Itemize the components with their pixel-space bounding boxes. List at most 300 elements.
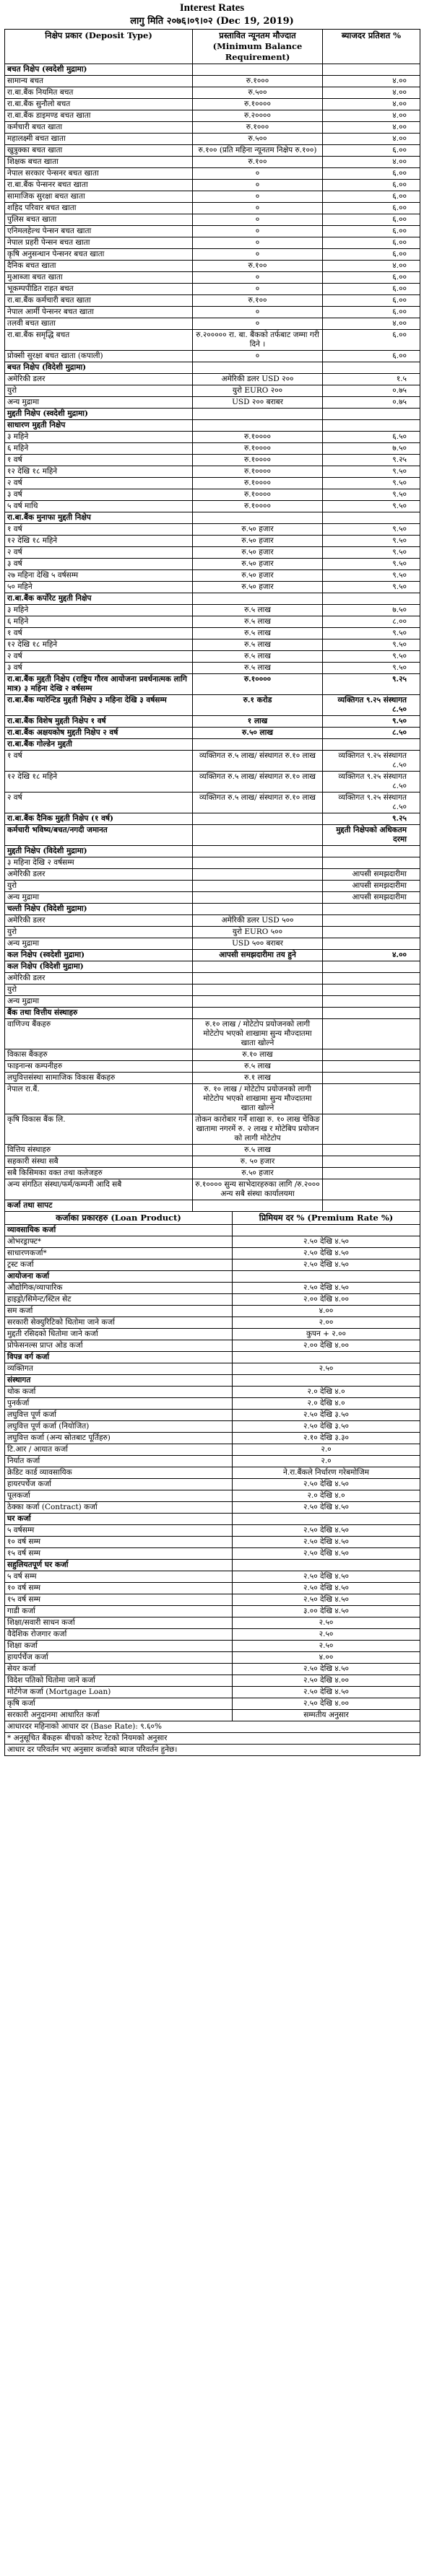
min-balance: ० (193, 226, 323, 237)
deposit-type: रा.बा.बैंक मुद्दती निक्षेप (राष्ट्रिय गौरव आयोजना प्रवर्धनात्मक लागि मात्र) ३ महिना देखि २ वर्षसम्म (5, 674, 193, 695)
interest-rate: व्यक्तिगत ९.२५ संस्थागत ८.५० (323, 695, 420, 716)
premium-rate: सम्मतीय अनुसार (233, 1710, 420, 1721)
deposit-type: कृषि अनुसन्धान पेन्सनर बचत खाता (5, 249, 193, 261)
loan-section-row (5, 1375, 420, 1387)
deposit-row (5, 330, 420, 351)
interest-rate: ९.५० (323, 536, 420, 547)
interest-rate: ९.५० (323, 466, 420, 478)
min-balance: रु.५ लाख (193, 616, 323, 628)
min-balance (193, 512, 323, 524)
loan-product: निर्यात कर्जा (5, 1456, 233, 1467)
loan-row (5, 1340, 420, 1352)
min-balance: ० (193, 180, 323, 191)
deposit-type: रा.बा.बैंक कर्पोरेट मुद्दती निक्षेप (5, 593, 193, 605)
interest-rate (323, 420, 420, 432)
interest-rate (323, 1156, 420, 1168)
premium-rate (233, 1514, 420, 1525)
min-balance: रु.१०० (193, 261, 323, 272)
min-balance: १ लाख (193, 716, 323, 728)
loan-product-header: कर्जाका प्रकारहरु (Loan Product) (5, 1212, 233, 1225)
interest-rate: ९.५० (323, 547, 420, 559)
deposit-type: ३ महिने (5, 605, 193, 616)
min-balance: ० (193, 168, 323, 180)
interest-rate: ६.०० (323, 203, 420, 214)
premium-rate-header: प्रिमियम दर % (Premium Rate %) (233, 1212, 420, 1225)
premium-rate: २.५० देखि ४.५० (233, 1248, 420, 1259)
deposit-row (5, 751, 420, 772)
deposit-row (5, 87, 420, 99)
interest-rate: ७.५० (323, 605, 420, 616)
loan-product: १० वर्ष सम्म (5, 1583, 233, 1594)
deposit-row (5, 938, 420, 950)
loan-section-row (5, 1225, 420, 1236)
interest-rate (323, 1061, 420, 1073)
deposit-row (5, 478, 420, 489)
deposit-type: रा.बा.बैंक समृद्धि बचत (5, 330, 193, 351)
deposit-row (5, 984, 420, 996)
deposit-type: बैंक तथा वित्तीय संस्थाहरु (5, 1008, 193, 1019)
deposit-type: अमेरिकी डलर (5, 869, 193, 881)
min-balance: रु.५० हजार (193, 570, 323, 582)
interest-rate (323, 512, 420, 524)
interest-rate: ९.२५ (323, 813, 420, 825)
interest-rate: ९.५० (323, 559, 420, 570)
deposit-row (5, 1049, 420, 1061)
deposit-type: ३ महिने (5, 432, 193, 443)
min-balance (193, 984, 323, 996)
deposit-type: महालक्ष्मी बचत खाता (5, 134, 193, 145)
loan-row (5, 1444, 420, 1456)
min-balance: रु.२००००० रा. बा. बैंकको तर्फबाट जम्मा गरी दिने । (193, 330, 323, 351)
loan-row (5, 1479, 420, 1490)
min-balance (193, 1008, 323, 1019)
min-balance: रु.१०० (193, 295, 323, 307)
interest-rate: ६.५० (323, 432, 420, 443)
premium-rate: ४.०० (233, 1306, 420, 1317)
deposit-type: अन्य मुद्रामा (5, 938, 193, 950)
deposit-type: साधारण मुद्दती निक्षेप (5, 420, 193, 432)
interest-rate: ६.०० (323, 214, 420, 226)
loan-product: साधारणकर्जा* (5, 1248, 233, 1259)
loan-table-header (5, 1212, 420, 1225)
loan-product: १५ वर्ष सम्म (5, 1548, 233, 1560)
deposit-type: २७ महिना देखि ५ वर्षसम्म (5, 570, 193, 582)
loan-row (5, 1421, 420, 1433)
deposit-type: २ वर्ष (5, 651, 193, 663)
loan-row (5, 1652, 420, 1664)
loan-product: टि.आर / आयात कर्जा (5, 1444, 233, 1456)
loan-row (5, 1236, 420, 1248)
deposit-type: १ वर्ष (5, 628, 193, 639)
premium-rate: २.५० देखि ४.५० (233, 1583, 420, 1594)
loan-row (5, 1502, 420, 1514)
loan-row (5, 1410, 420, 1421)
interest-rate: ०.७५ (323, 385, 420, 397)
min-balance (193, 593, 323, 605)
interest-rate: ९.५० (323, 651, 420, 663)
interest-rate: ९.५० (323, 524, 420, 536)
loan-row (5, 1283, 420, 1294)
deposit-type: २ वर्ष (5, 793, 193, 813)
min-balance: ० (193, 318, 323, 330)
min-balance: रु.५० हजार (193, 536, 323, 547)
premium-rate: २.५० देखि ४.५० (233, 1594, 420, 1606)
deposit-row (5, 663, 420, 674)
interest-rate (323, 1114, 420, 1145)
premium-rate: २.५० देखि ४.५० (233, 1525, 420, 1537)
interest-rate: ८.०० (323, 616, 420, 628)
min-balance: रु.१०००० (193, 455, 323, 466)
deposit-row (5, 110, 420, 122)
interest-rate: ९.५० (323, 582, 420, 593)
loan-product: संस्थागत (5, 1375, 233, 1387)
deposit-type: ३ वर्ष (5, 559, 193, 570)
deposit-row (5, 1073, 420, 1084)
deposit-row (5, 295, 420, 307)
deposit-row (5, 892, 420, 904)
deposit-type: ५० महिने (5, 582, 193, 593)
deposit-type: बचत निक्षेप (स्वदेशी मुद्रामा) (5, 64, 193, 76)
deposit-type: अमेरिकी डलर (5, 374, 193, 385)
deposit-row (5, 857, 420, 869)
interest-rate: ९.५० (323, 478, 420, 489)
loan-row (5, 1490, 420, 1502)
deposit-type: नेपाल आर्मी पेन्सनर बचत खाता (5, 307, 193, 318)
deposit-row (5, 99, 420, 110)
loan-row (5, 1387, 420, 1398)
min-balance: रु.१०००० (193, 674, 323, 695)
min-balance: ० (193, 351, 323, 362)
interest-rate (323, 927, 420, 938)
min-balance: अमेरिकी डलर USD ५०० (193, 915, 323, 927)
deposit-section-row (5, 409, 420, 420)
min-balance: रु.१००० (193, 122, 323, 134)
deposit-row (5, 1114, 420, 1145)
deposit-type: रा.बा.बैंक नियमित बचत (5, 87, 193, 99)
deposit-row (5, 1156, 420, 1168)
interest-rate (323, 984, 420, 996)
loan-product: लघुवित्त पूर्ण कर्जा (5, 1410, 233, 1421)
min-balance: रु.२०००० (193, 110, 323, 122)
deposit-type: रा.बा.बैंक पेन्सनर बचत खाता (5, 180, 193, 191)
min-balance: ० (193, 284, 323, 295)
premium-rate: २.५० (233, 1641, 420, 1652)
min-balance: USD ५०० बराबर (193, 938, 323, 950)
loan-row (5, 1537, 420, 1548)
deposit-row (5, 180, 420, 191)
min-balance (193, 846, 323, 857)
deposit-row (5, 122, 420, 134)
deposit-type: १२ देखि १८ महिने (5, 466, 193, 478)
deposit-type: बचत निक्षेप (विदेशी मुद्रामा) (5, 362, 193, 374)
loan-product: सम कर्जा (5, 1306, 233, 1317)
loan-row (5, 1571, 420, 1583)
min-balance: रु.१००० (193, 76, 323, 87)
premium-rate: २.१० देखि ३.३० (233, 1433, 420, 1444)
interest-rate: ६.०० (323, 226, 420, 237)
premium-rate: ने.रा.बैंकले निर्धारण गरेबमोजिम (233, 1467, 420, 1479)
loan-product: पूलकर्जा (5, 1490, 233, 1502)
min-balance: रु.१०००० (193, 99, 323, 110)
deposit-row (5, 168, 420, 180)
deposit-type: फाइनान्स कम्पनीहरु (5, 1061, 193, 1073)
deposit-type: अन्य मुद्रामा (5, 892, 193, 904)
premium-rate: २.०० देखि ४.०० (233, 1340, 420, 1352)
min-balance-header: प्रस्तावित न्यूनतम मौज्दात (Minimum Balance Requirement) (193, 30, 323, 64)
min-balance: व्यक्तिगत रु.५ लाख/ संस्थागत रु.१० लाख (193, 793, 323, 813)
deposit-type: मुआब्जा बचत खाता (5, 272, 193, 284)
deposit-type: अमेरिकी डलर (5, 915, 193, 927)
deposit-row (5, 869, 420, 881)
interest-rate: ४.०० (323, 76, 420, 87)
min-balance: रु.५० हजार (193, 547, 323, 559)
premium-rate (233, 1225, 420, 1236)
deposit-type: वित्तिय संस्थाहरु (5, 1145, 193, 1156)
interest-rate: ६.०० (323, 351, 420, 362)
deposit-section-row (5, 716, 420, 728)
deposit-type: नेपाल रा.बैं. (5, 1084, 193, 1114)
min-balance (193, 813, 323, 825)
loan-product: ट्रस्ट कर्जा (5, 1259, 233, 1271)
interest-rate (323, 1008, 420, 1019)
loan-row (5, 1398, 420, 1410)
interest-rate: व्यक्तिगत ९.२५ संस्थागत ८.५० (323, 793, 420, 813)
loan-row (5, 1456, 420, 1467)
interest-rate (323, 409, 420, 420)
loan-product: १५ वर्ष सम्म (5, 1594, 233, 1606)
note-1: * अनुसूचित बैंकहरू बीचको करेण्ट रेटको नियमको अनुसार (5, 1733, 420, 1745)
premium-rate: २.५० (233, 1617, 420, 1629)
loan-product: पुनर्कर्जा (5, 1398, 233, 1410)
deposit-type: १२ देखि १८ महिने (5, 772, 193, 793)
deposit-row (5, 570, 420, 582)
interest-rate (323, 1168, 420, 1179)
deposit-row (5, 466, 420, 478)
min-balance: ० (193, 272, 323, 284)
premium-rate: २.० देखि ४.० (233, 1387, 420, 1398)
interest-rate: व्यक्तिगत ९.२५ संस्थागत ८.५० (323, 751, 420, 772)
premium-rate: २.०० देखि ४.०० (233, 1294, 420, 1306)
deposit-section-row (5, 739, 420, 751)
deposit-type: अन्य मुद्रामा (5, 397, 193, 409)
deposit-type: लघुवित्तसंस्था सामाजिक विकास बैंकहरु (5, 1073, 193, 1084)
loan-product: सरकारी अनुदानमा आधारित कर्जा (5, 1710, 233, 1721)
deposit-type: अन्य संगठित संस्था/फर्म/कम्पनी आदि सबै (5, 1179, 193, 1200)
interest-rate: ४.०० (323, 122, 420, 134)
loan-row (5, 1525, 420, 1537)
interest-rate (323, 1179, 420, 1200)
deposit-type: रा.बा.बैंक मुनाफा मुद्दती निक्षेप (5, 512, 193, 524)
loan-product: ५ वर्षसम्म (5, 1525, 233, 1537)
min-balance: रु.५० हजार (193, 1168, 323, 1179)
min-balance: ० (193, 191, 323, 203)
loan-row (5, 1548, 420, 1560)
interest-rate: ७.५० (323, 443, 420, 455)
loan-section-row (5, 1271, 420, 1283)
deposit-section-row (5, 64, 420, 76)
deposit-row (5, 157, 420, 168)
loan-row (5, 1363, 420, 1375)
deposit-row (5, 605, 420, 616)
deposit-row (5, 881, 420, 892)
premium-rate: २.० (233, 1456, 420, 1467)
rate-header: ब्याजदर प्रतिशत % (323, 30, 420, 64)
interest-rate (323, 996, 420, 1008)
note-row (5, 1733, 420, 1745)
loan-product: १० वर्ष सम्म (5, 1537, 233, 1548)
loan-row (5, 1617, 420, 1629)
interest-rate: ४.०० (323, 261, 420, 272)
loan-row (5, 1687, 420, 1698)
deposit-type: रा.बा.बैंक ग्यारेन्टिड मुद्दती निक्षेप ३ महिना देखि ३ वर्षसम्म (5, 695, 193, 716)
min-balance (193, 739, 323, 751)
deposit-type: दैनिक बचत खाता (5, 261, 193, 272)
loan-product: औद्योगिक/व्यापारिक (5, 1283, 233, 1294)
deposit-row (5, 191, 420, 203)
deposit-type: कृषि विकास बैंक लि. (5, 1114, 193, 1145)
deposit-row (5, 307, 420, 318)
deposit-type: शिक्षक बचत खाता (5, 157, 193, 168)
premium-rate (233, 1375, 420, 1387)
loan-row (5, 1306, 420, 1317)
deposit-type: रा.बा.बैंक डाइमण्ड बचत खाता (5, 110, 193, 122)
loan-product: हायरपर्चेज कर्जा (5, 1479, 233, 1490)
min-balance: रु.५० लाख (193, 728, 323, 739)
deposit-row (5, 443, 420, 455)
loan-product: सरकारी सेक्युरिटिको धितोमा जाने कर्जा (5, 1317, 233, 1329)
premium-rate (233, 1271, 420, 1283)
interest-rate: आपसी समझदारीमा (323, 869, 420, 881)
premium-rate: २.५० (233, 1363, 420, 1375)
deposit-type: प्रोक्सी सुरक्षा बचत खाता (कपाली) (5, 351, 193, 362)
deposit-type: मुद्दती निक्षेप (स्वदेशी मुद्रामा) (5, 409, 193, 420)
min-balance (193, 973, 323, 984)
deposit-row (5, 973, 420, 984)
min-balance: रु.१ लाख (193, 1073, 323, 1084)
deposit-section-row (5, 593, 420, 605)
premium-rate: २.५० देखि ४.५० (233, 1571, 420, 1583)
loan-product: थोक कर्जा (5, 1387, 233, 1398)
premium-rate: २.५० देखि ४.५० (233, 1259, 420, 1271)
deposit-row (5, 489, 420, 501)
deposit-type: नेपाल प्रहरी पेन्सन बचत खाता (5, 237, 193, 249)
min-balance: रु.५ लाख (193, 663, 323, 674)
min-balance: ० (193, 307, 323, 318)
deposit-type: एनिमलहेल्थ पेन्सन बचत खाता (5, 226, 193, 237)
deposit-row (5, 915, 420, 927)
min-balance (193, 64, 323, 76)
premium-rate: २.५० देखि ४.५० (233, 1537, 420, 1548)
deposit-row (5, 432, 420, 443)
min-balance: रु.५ लाख (193, 605, 323, 616)
interest-rate: ६.०० (323, 295, 420, 307)
deposit-section-row (5, 813, 420, 825)
deposit-type: ५ वर्ष माथि (5, 501, 193, 512)
interest-rate: ६.०० (323, 249, 420, 261)
interest-rate (323, 904, 420, 915)
premium-rate (233, 1352, 420, 1363)
min-balance: रु.५ लाख (193, 1145, 323, 1156)
loan-section-row (5, 1560, 420, 1571)
deposit-row (5, 318, 420, 330)
interest-rate (323, 846, 420, 857)
min-balance (193, 892, 323, 904)
deposit-row (5, 214, 420, 226)
min-balance (193, 420, 323, 432)
deposit-section-row (5, 1008, 420, 1019)
min-balance: ० (193, 203, 323, 214)
deposit-row (5, 996, 420, 1008)
min-balance: तोकन कारोबार गर्ने शाखा रु. १० लाख चेकिङ खातामा नगरमें रु. २ लाख र मोटेबिप प्रयोजन को लागी मोटेटोप (193, 1114, 323, 1145)
loan-product: सेयर कर्जा (5, 1664, 233, 1675)
loan-row (5, 1583, 420, 1594)
deposit-row (5, 145, 420, 157)
loan-table-body (5, 1225, 420, 1721)
min-balance: रु.१०० (193, 157, 323, 168)
deposit-section-row (5, 695, 420, 716)
premium-rate: २.५० देखि ४.०० (233, 1698, 420, 1710)
deposit-row (5, 639, 420, 651)
min-balance: रु.५ लाख (193, 639, 323, 651)
interest-rate: ६.०० (323, 284, 420, 295)
deposit-row (5, 203, 420, 214)
min-balance (193, 857, 323, 869)
min-balance: रु.१० लाख / मोटेटोप प्रयोजनको लागी मोटेटोप भएको शाखामा सुन्य मौज्दातमा खाता खोल्ने (193, 1019, 323, 1049)
deposit-row (5, 536, 420, 547)
min-balance: ० (193, 237, 323, 249)
interest-rate (323, 739, 420, 751)
loan-product: हायर्पर्चेज कर्जा (5, 1652, 233, 1664)
effective-date: लागु मिति २०७६।०९।०२ (Dec 19, 2019) (130, 16, 294, 27)
min-balance: रु. १० लाख / मोटेटोप प्रयोजनको लागी मोटेटोप भएको शाखामा सुन्य मौज्दातमा खाता खोल्ने (193, 1084, 323, 1114)
interest-rate: आपसी समझदारीमा (323, 892, 420, 904)
interest-rate (323, 593, 420, 605)
premium-rate: २.५० देखि ४.५० (233, 1687, 420, 1698)
deposit-section-row (5, 728, 420, 739)
interest-rate (323, 64, 420, 76)
interest-rate (323, 1145, 420, 1156)
interest-rate: ९.५० (323, 663, 420, 674)
deposit-section-row (5, 846, 420, 857)
premium-rate: २.५० देखि ३.५० (233, 1421, 420, 1433)
deposit-row (5, 1061, 420, 1073)
interest-rate: ९.२५ (323, 674, 420, 695)
deposit-type: १२ देखि १८ महिने (5, 639, 193, 651)
premium-rate: ४.०० (233, 1652, 420, 1664)
deposit-type: रा.बा.बैंक अक्षयकोष मुद्दती निक्षेप २ वर्ष (5, 728, 193, 739)
min-balance (193, 869, 323, 881)
min-balance: युरो EURO ५०० (193, 927, 323, 938)
loan-product: घर कर्जा (5, 1514, 233, 1525)
deposit-type: कर्जा तथा सापट (5, 1200, 193, 1212)
min-balance: रु.१०००० (193, 478, 323, 489)
loan-row (5, 1329, 420, 1340)
deposit-row (5, 1145, 420, 1156)
deposit-row (5, 524, 420, 536)
deposit-row (5, 1019, 420, 1049)
deposit-type: रा.बा.बैंक दैनिक मुद्दती निक्षेप (१ वर्ष) (5, 813, 193, 825)
min-balance: युरो EURO २०० (193, 385, 323, 397)
min-balance: रु.५०० (193, 87, 323, 99)
deposit-row (5, 501, 420, 512)
deposit-section-row (5, 904, 420, 915)
deposit-type: वाणिज्य बैंकहरु (5, 1019, 193, 1049)
deposit-row (5, 261, 420, 272)
deposit-type: २ वर्ष (5, 547, 193, 559)
premium-rate: २.५० देखि ४.५० (233, 1664, 420, 1675)
premium-rate: २.०० (233, 1317, 420, 1329)
deposit-section-row (5, 512, 420, 524)
